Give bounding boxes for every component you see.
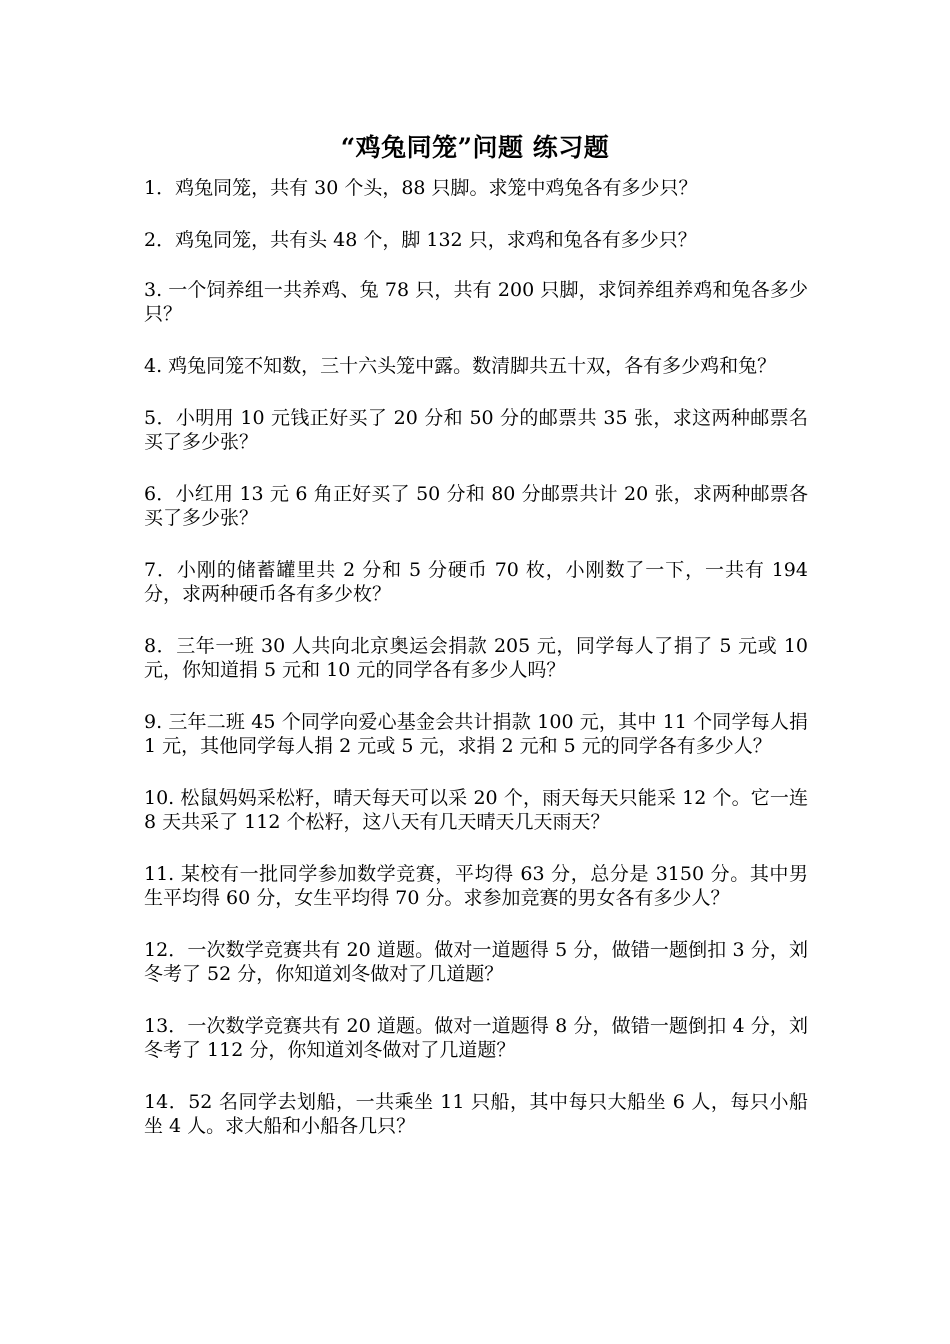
question-12: 12．一次数学竞赛共有 20 道题。做对一道题得 5 分，做错一题倒扣 3 分，刘冬考了 52 分，你知道刘冬做对了几道题？ bbox=[144, 939, 808, 985]
question-1: 1．鸡兔同笼，共有 30 个头，88 只脚。求笼中鸡兔各有多少只？ bbox=[144, 177, 698, 199]
question-10: 10. 松鼠妈妈采松籽，晴天每天可以采 20 个，雨天每天只能采 12 个。它一连 8 天共采了 112 个松籽，这八天有几天晴天几天雨天？ bbox=[144, 787, 808, 833]
question-4: 4. 鸡兔同笼不知数，三十六头笼中露。数清脚共五十双，各有多少鸡和兔？ bbox=[144, 355, 777, 377]
document-title: “鸡兔同笼”问题 练习题 bbox=[340, 133, 610, 162]
question-3: 3. 一个饲养组一共养鸡、兔 78 只，共有 200 只脚，求饲养组养鸡和兔各多少只？ bbox=[144, 279, 808, 325]
question-6: 6．小红用 13 元 6 角正好买了 50 分和 80 分邮票共计 20 张，求两种邮票各买了多少张？ bbox=[144, 483, 808, 529]
question-2: 2．鸡兔同笼，共有头 48 个，脚 132 只，求鸡和兔各有多少只？ bbox=[144, 229, 697, 251]
question-8: 8．三年一班 30 人共向北京奥运会捐款 205 元，同学每人了捐了 5 元或 10 元，你知道捐 5 元和 10 元的同学各有多少人吗？ bbox=[144, 635, 808, 681]
question-7: 7．小刚的储蓄罐里共 2 分和 5 分硬币 70 枚，小刚数了一下，一共有 194 分，求两种硬币各有多少枚？ bbox=[144, 559, 808, 605]
question-14: 14．52 名同学去划船，一共乘坐 11 只船，其中每只大船坐 6 人，每只小船坐 4 人。求大船和小船各几只？ bbox=[144, 1091, 808, 1137]
question-9: 9. 三年二班 45 个同学向爱心基金会共计捐款 100 元，其中 11 个同学每人捐 1 元，其他同学每人捐 2 元或 5 元，求捐 2 元和 5 元的同学各有多少人？ bbox=[144, 711, 808, 757]
question-13: 13．一次数学竞赛共有 20 道题。做对一道题得 8 分，做错一题倒扣 4 分，刘冬考了 112 分，你知道刘冬做对了几道题？ bbox=[144, 1015, 808, 1061]
question-5: 5．小明用 10 元钱正好买了 20 分和 50 分的邮票共 35 张，求这两种邮票名买了多少张？ bbox=[144, 407, 808, 453]
question-11: 11. 某校有一批同学参加数学竞赛，平均得 63 分，总分是 3150 分。其中男生平均得 60 分，女生平均得 70 分。求参加竞赛的男女各有多少人？ bbox=[144, 863, 808, 909]
question-list bbox=[144, 176, 808, 1166]
